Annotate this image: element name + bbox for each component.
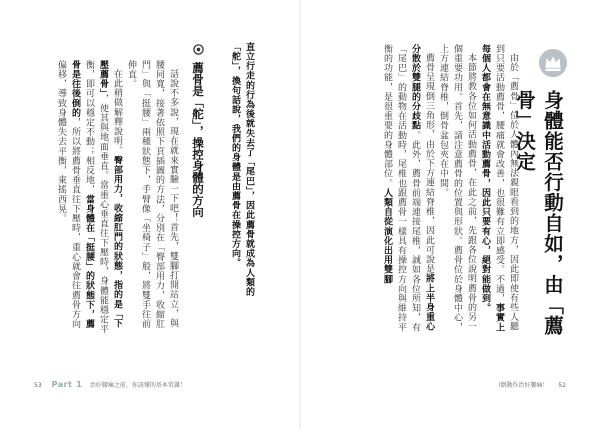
paragraph [478,44,520,336]
paragraph [124,60,180,336]
emphasis-text: 將上半身重心分散於雙腿的分歧點 [410,44,434,332]
paragraph [380,44,436,336]
body-text: 。此外，薦骨前端連接尾椎，誠如各位所知，有「尾巴」的動物在活動時，尾椎也跟薦骨一樣具有操控方向與維持平衡的功能，是很重要的身體部位。 [382,44,420,333]
section-heading-text: 薦骨是「舵」，操控身體的方向 [191,62,205,218]
body-text: 在此稍做解釋說明。 [112,69,122,156]
emphasis-text: 人類自從演化出用雙腳 [382,188,392,284]
crown-badge-icon [538,48,568,78]
body-text: 本節將教各位如何活動薦骨，在此之前，先跟各位說明薦骨的另一個重要功用。首先，請注意薦骨的位置與形狀。薦骨位於身體中心，上方連結脊椎，倒骨盆包夾在中間。 [438,44,476,332]
left-footer [34,380,186,389]
left-body-text [40,60,180,336]
right-footer [498,380,566,389]
paragraph [436,44,478,336]
page-title: 身體能否行動自如，由「薦骨」決定 [513,90,564,336]
right-body-text [328,44,520,336]
body-text: ，使其與地面垂直。當重心垂直往下壓時，身體能穩定平衡，即可以穩定不動；相反地， [84,60,108,334]
part-number: 1 [76,380,82,389]
section-heading [184,44,208,284]
page-number: 53 [34,382,42,389]
body-text: 話說不多說，現在就來實驗一下吧！首先，雙腳打開站立，與腰同寬，接著依照下頁插圖的方法，分別在「臀部用力，收縮肛門」與「挺腰」兩種狀態下，手臂像「坐椅子」般，將雙手往前伸直。 [126,60,178,329]
chapter-title: !倒動作治好腰痛！ [498,382,549,389]
page-number: 52 [558,382,566,389]
left-intro-text [214,42,256,318]
emphasis-text: 事實上每個人都會在無意識中活動薦骨，因此只要有心，絕對能做到。 [480,44,504,333]
emphasis-text: 直立行走的行為後就失去了「尾巴」，因此薦骨就成為人類的「舵」，換句話說，我們的身體是由薦骨在操控方向。 [230,42,254,297]
circle-bullet-icon [193,44,204,55]
body-text: ，所以將薦骨垂直往下壓時，重心就會往薦骨方向偏移，導致身體失去平衡，東搖西晃。 [56,60,80,329]
intro-paragraph [228,42,256,318]
emphasis-text: 當身體在「挺腰」的狀態下，薦骨是往後倒的 [70,60,94,329]
body-text: 薦骨呈現倒三角形，由於下方連結脊椎，因此可說是 [424,53,434,274]
chapter-title: 治好腰痛之前，你該懂的基本常識！ [89,382,186,389]
body-text: 由於「薦骨」位於人體內無法親眼看到的地方，因此即使有些人聽到只要活動薦骨，腰痛就會改善，也很難有立即感受。不過， [494,44,518,332]
paragraph [54,60,124,336]
part-label: Part [51,380,73,389]
emphasis-text: 臀部用力，收縮肛門的狀態，指的是「下壓薦骨」 [98,60,122,329]
right-page [300,0,600,429]
